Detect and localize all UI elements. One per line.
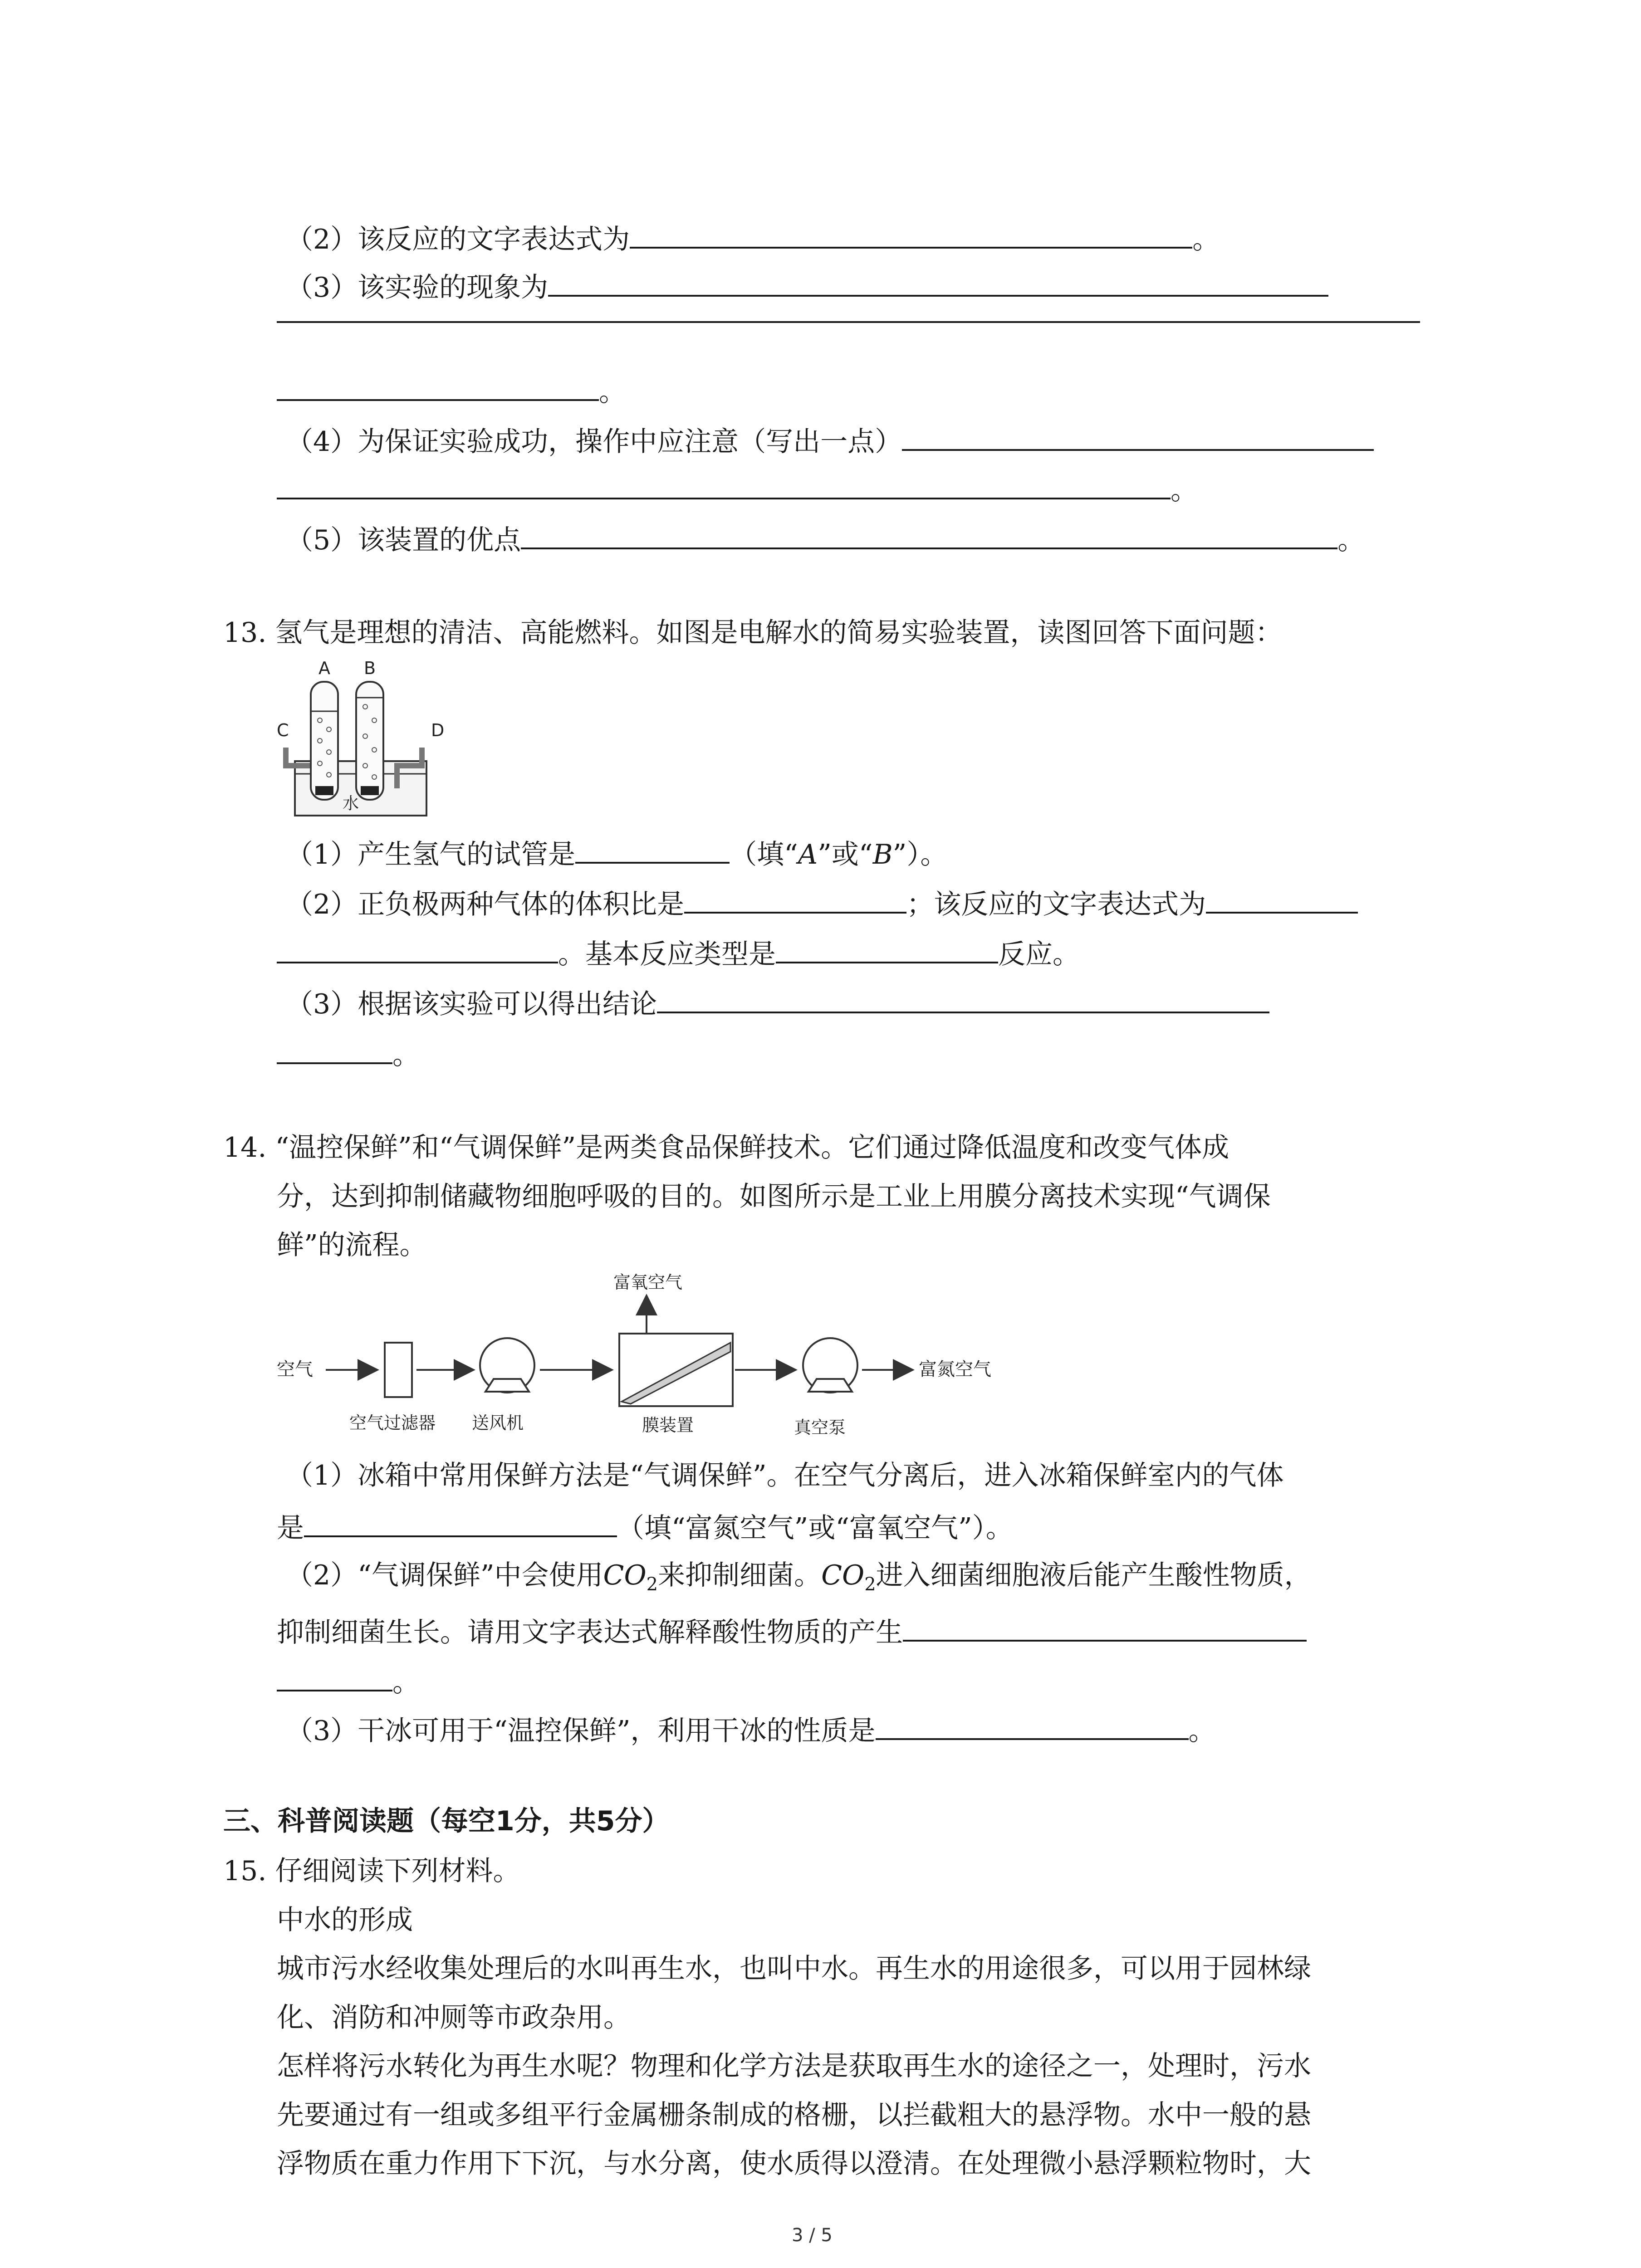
q14-stem-line3: 鲜”的流程。 [277,1229,427,1261]
answer-blank[interactable] [277,1662,392,1691]
label-a: A [318,658,330,678]
q13-part2: （2）正负极两种气体的体积比是 ；该反应的文字表达式为 [286,884,1358,923]
q12-part2: （2）该反应的文字表达式为 。 [286,219,1220,258]
q12-part5: （5）该装置的优点 。 [286,519,1365,558]
answer-blank[interactable] [277,934,558,963]
label-c: C [277,720,289,740]
q13-stem: 13. 氢气是理想的清洁、高能燃料。如图是电解水的简易实验装置，读图回答下面问题： [223,617,1283,649]
membrane-label: 膜装置 [642,1415,694,1435]
answer-blank[interactable] [776,934,998,963]
q15-stem: 15. 仔细阅读下列材料。 [223,1855,520,1887]
pump-label: 真空泵 [794,1418,846,1437]
answer-blank[interactable] [277,321,1420,323]
answer-blank[interactable] [876,1710,1189,1740]
answer-blank[interactable] [575,834,730,864]
label-b: B [364,658,376,678]
q12-part3: （3）该实验的现象为 [286,267,1328,306]
electrolysis-apparatus-figure [277,657,449,829]
answer-blank[interactable] [521,519,1337,549]
filter-label: 空气过滤器 [349,1413,436,1433]
page-number: 3 / 5 [792,2225,833,2246]
nitrogen-rich-air-label: 富氮空气 [919,1359,991,1380]
label-water: 水 [343,794,359,813]
answer-blank[interactable] [684,884,906,914]
q14-part3: （3）干冰可用于“温控保鲜”，利用干冰的性质是 。 [286,1710,1216,1749]
section-heading: 三、科普阅读题（每空1分，共5分） [223,1805,670,1837]
q12-part4-end: 。 [277,469,1198,508]
q15-para2-line1: 怎样将污水转化为再生水呢？物理和化学方法是获取再生水的途径之一，处理时，污水 [277,2050,1311,2082]
air-filter-box [385,1343,412,1397]
answer-blank[interactable] [277,1034,392,1064]
q14-part2-line2: 抑制细菌生长。请用文字表达式解释酸性物质的产生 [277,1612,1307,1651]
q13-part3: （3）根据该实验可以得出结论 [286,983,1269,1022]
answer-blank[interactable] [902,421,1374,451]
answer-blank[interactable] [277,469,1171,499]
membrane-separation-flowchart [272,1270,1016,1452]
q14-part2-end: 。 [277,1662,420,1701]
q14-part1-line1: （1）冰箱中常用保鲜方法是“气调保鲜”。在空气分离后，进入冰箱保鲜室内的气体 [286,1460,1284,1491]
q12-part4: （4）为保证实验成功，操作中应注意（写出一点） [286,421,1374,460]
blower-label: 送风机 [472,1413,524,1433]
answer-blank[interactable] [277,371,599,401]
label-d: D [431,720,445,740]
q15-para1-line1: 城市污水经收集处理后的水叫再生水，也叫中水。再生水的用途很多，可以用于园林绿 [277,1953,1311,1984]
q14-stem-line2: 分，达到抑制储藏物细胞呼吸的目的。如图所示是工业上用膜分离技术实现“气调保 [277,1181,1271,1212]
q15-para1-line2: 化、消防和冲厕等市政杂用。 [277,2002,631,2033]
answer-blank[interactable] [548,267,1328,297]
q13-part1: （1）产生氢气的试管是 （填“A”或“B”）。 [286,834,947,873]
answer-blank[interactable] [657,983,1269,1013]
flow-input-label: 空气 [277,1359,313,1380]
q13-part3-end: 。 [277,1034,420,1073]
q13-part2-line2: 。基本反应类型是 反应。 [277,934,1080,973]
oxygen-rich-air-label: 富氧空气 [613,1272,683,1292]
answer-blank[interactable] [903,1612,1307,1642]
q14-stem-line1: 14. “温控保鲜”和“气调保鲜”是两类食品保鲜技术。它们通过降低温度和改变气体成 [223,1132,1230,1163]
q12-part3-end: 。 [277,371,626,410]
q15-para2-line2: 先要通过有一组或多组平行金属栅条制成的格栅，以拦截粗大的悬浮物。水中一般的悬 [277,2099,1311,2131]
q14-part2-line1: （2）“气调保鲜”中会使用$CO_2$来抑制细菌。$CO_2$进入细菌细胞液后能产生酸性物质， [286,1559,1312,1595]
q15-para2-line3: 浮物质在重力作用下下沉，与水分离，使水质得以澄清。在处理微小悬浮颗粒物时，大 [277,2148,1311,2180]
q14-part1-line2: 是 （填“富氮空气”或“富氧空气”）。 [277,1507,1013,1546]
answer-blank[interactable] [630,219,1192,249]
answer-blank[interactable] [304,1507,617,1537]
answer-blank[interactable] [1206,884,1358,914]
q15-subtitle: 中水的形成 [277,1904,413,1936]
